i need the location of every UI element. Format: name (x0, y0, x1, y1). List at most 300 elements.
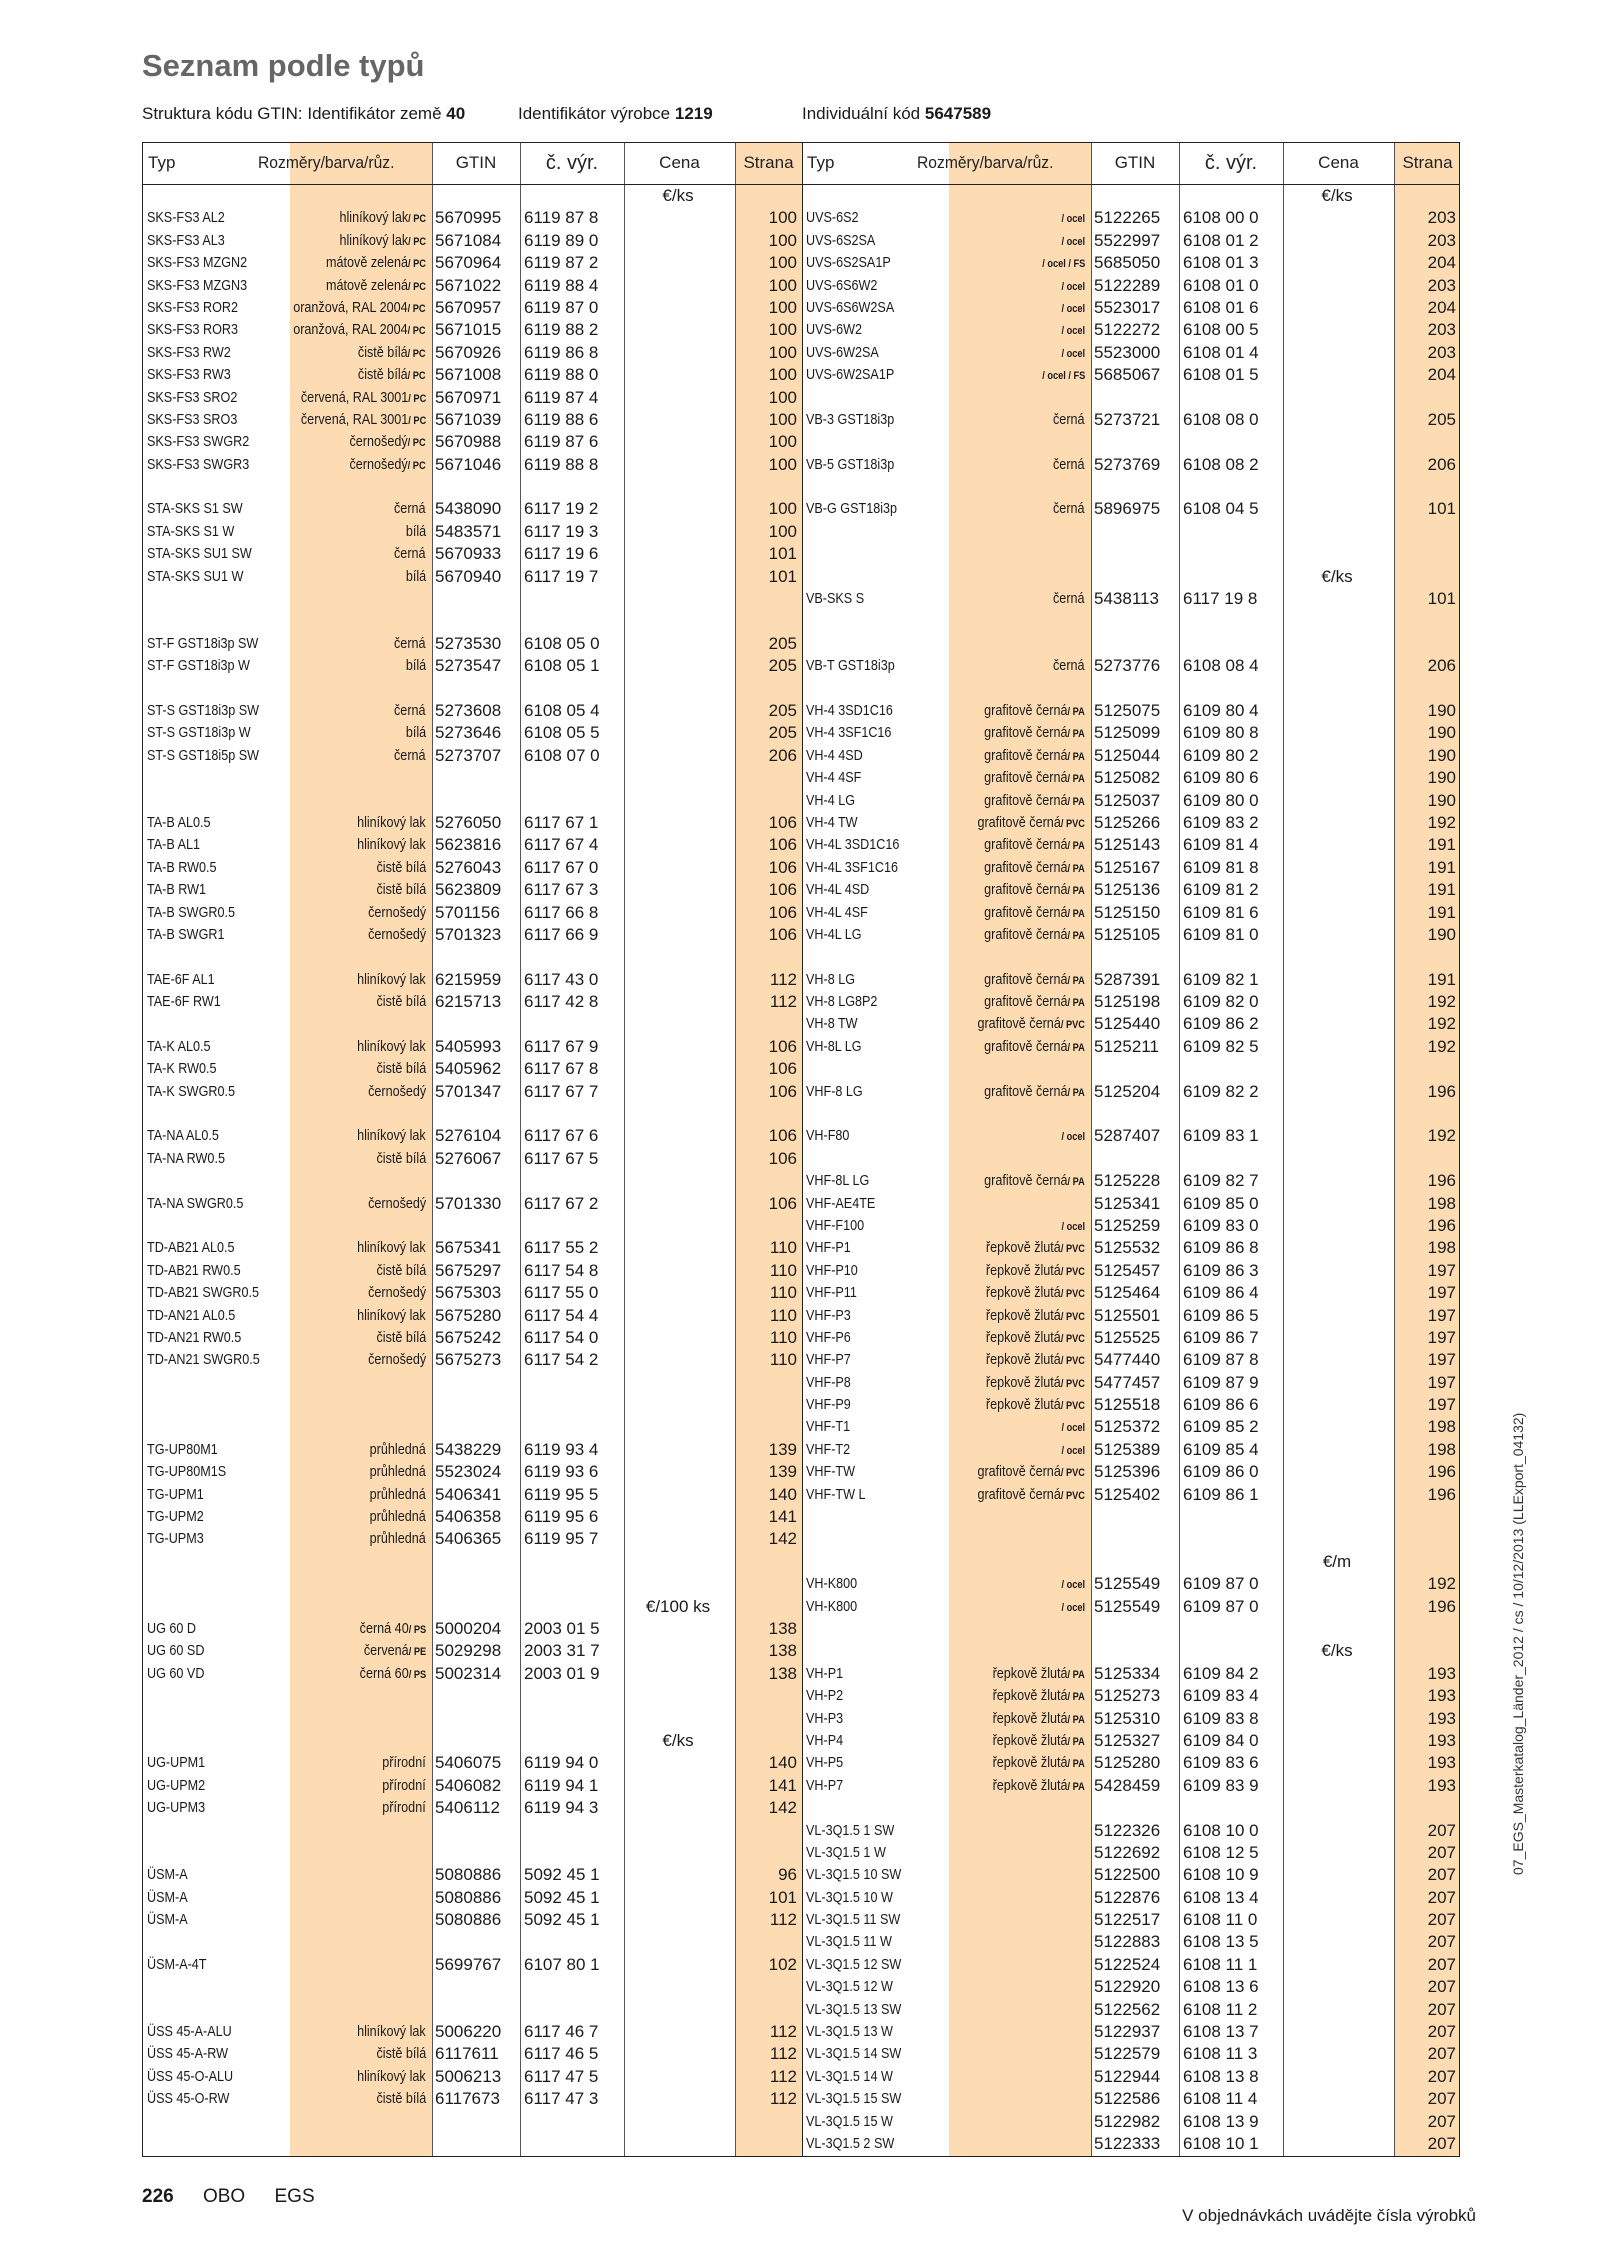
page-ref-cell: 206 (1427, 454, 1456, 474)
gtin-cell: 5122265 (1094, 208, 1161, 228)
type-cell: TG-UPM1 (147, 1485, 204, 1503)
table-row (802, 1148, 1460, 1170)
table-row (143, 1081, 802, 1103)
color-text: hliníkový lak (357, 970, 426, 988)
page-ref-cell: 207 (1427, 1842, 1456, 1862)
product-number-cell: 6117 67 4 (524, 835, 599, 855)
table-row (143, 1416, 802, 1438)
gtin-cell: 5287391 (1094, 969, 1161, 989)
material-text: / PVC (1060, 1355, 1085, 1368)
product-number-cell: 6108 05 4 (524, 700, 600, 720)
description-cell (376, 1327, 426, 1349)
gtin-maker-label: Identifikátor výrobce (518, 104, 671, 123)
type-cell: UG-UPM2 (147, 1776, 206, 1794)
color-text: grafitově černá (977, 1015, 1061, 1033)
material-text: / PC (408, 302, 426, 315)
product-number-cell: 6117 19 7 (524, 566, 599, 586)
page-ref-cell: 100 (768, 230, 797, 250)
type-cell: TAE-6F AL1 (147, 970, 215, 988)
page-ref-cell: 205 (768, 656, 797, 676)
color-text: červená, RAL 3001 (300, 388, 409, 406)
table-row (802, 521, 1460, 543)
type-cell: TA-NA SWGR0.5 (147, 1194, 244, 1212)
type-cell: TA-B SWGR1 (147, 925, 225, 943)
header-cvyr: č. výr. (545, 152, 599, 174)
gtin-cell: 5122579 (1094, 2044, 1161, 2064)
product-number-cell: 6108 11 4 (1183, 2089, 1258, 2109)
table-row (143, 1170, 802, 1192)
type-cell: SKS-FS3 RW2 (147, 343, 231, 361)
description-cell (984, 924, 1085, 946)
table-row (143, 319, 802, 341)
color-text: mátově zelená (326, 276, 409, 294)
table-row (802, 1484, 1460, 1506)
product-number-cell: 6109 83 1 (1183, 1126, 1259, 1146)
gtin-cell: 5685067 (1094, 365, 1161, 385)
table-row (802, 1954, 1460, 1976)
table-row (802, 207, 1460, 229)
gtin-cell: 5670988 (435, 432, 502, 452)
type-cell: ÜSM-A (147, 1888, 188, 1906)
table-row (143, 879, 802, 901)
table-row (802, 297, 1460, 319)
page-ref-cell: 106 (768, 812, 797, 832)
gtin-cell: 5125198 (1094, 992, 1161, 1012)
page-ref-cell: 193 (1427, 1753, 1456, 1773)
product-number-cell: 6108 13 7 (1183, 2022, 1259, 2042)
page-ref-cell: 197 (1427, 1260, 1456, 1280)
material-text: / ocel (1061, 1422, 1085, 1435)
page-ref-cell: 204 (1427, 253, 1456, 273)
header-desc: Rozměry/barva/růz. (258, 153, 395, 172)
material-text: / PC (408, 213, 426, 226)
product-number-cell: 6119 88 6 (524, 409, 599, 429)
table-row (802, 991, 1460, 1013)
product-number-cell: 6117 54 2 (524, 1350, 599, 1370)
table-row (802, 1193, 1460, 1215)
material-text: / PA (1067, 1758, 1085, 1771)
table-row (143, 342, 802, 364)
table-row (802, 275, 1460, 297)
table-row (802, 454, 1460, 476)
page-ref-cell: 100 (768, 342, 797, 362)
price-unit-cell: €/m (1322, 1551, 1352, 1571)
product-number-cell: 6109 82 5 (1183, 1036, 1259, 1056)
type-cell: VH-4L 3SD1C16 (806, 836, 900, 854)
table-row (802, 633, 1460, 655)
description-cell (357, 1125, 426, 1147)
color-text: černá (1053, 500, 1085, 518)
color-text: řepkově žlutá (992, 1754, 1068, 1772)
page-ref-cell: 100 (768, 499, 797, 519)
description-cell (364, 1640, 426, 1662)
gtin-cell: 5125204 (1094, 1081, 1161, 1101)
page-ref-cell: 197 (1427, 1283, 1456, 1303)
type-cell: TD-AB21 SWGR0.5 (147, 1284, 260, 1302)
table-row (802, 655, 1460, 677)
page-ref-cell: 106 (768, 902, 797, 922)
table-row (802, 230, 1460, 252)
table-row (802, 1036, 1460, 1058)
gtin-cell: 5125228 (1094, 1171, 1161, 1191)
material-text: / PC (408, 235, 426, 248)
description-cell (383, 1752, 426, 1774)
color-text: čistě bílá (376, 1149, 426, 1167)
table-row (143, 207, 802, 229)
page-ref-cell: 106 (768, 1126, 797, 1146)
type-cell: VHF-P3 (806, 1306, 851, 1324)
color-text: černá (394, 500, 426, 518)
type-cell: TA-K AL0.5 (147, 1037, 211, 1055)
type-cell: UG 60 VD (147, 1664, 205, 1682)
gtin-cell: 5273530 (435, 633, 502, 653)
color-text: bílá (405, 522, 426, 540)
color-text: hliníkový lak (357, 1127, 426, 1145)
color-text: černá (1053, 657, 1085, 675)
product-number-cell: 6119 88 8 (524, 454, 599, 474)
product-number-cell: 6109 80 2 (1183, 745, 1259, 765)
page-ref-cell: 106 (768, 835, 797, 855)
gtin-cell: 5273646 (435, 723, 502, 743)
description-cell (376, 879, 426, 901)
description-cell (394, 745, 426, 767)
color-text: grafitově černá (977, 813, 1061, 831)
description-cell (394, 700, 426, 722)
type-cell: VHF-P1 (806, 1239, 851, 1257)
page-ref-cell: 106 (768, 857, 797, 877)
material-text: / PA (1067, 1780, 1085, 1793)
type-cell: VB-3 GST18i3p (806, 410, 895, 428)
product-number-cell: 6109 83 2 (1183, 812, 1259, 832)
color-text: hliníkový lak (357, 1037, 426, 1055)
type-cell: TD-AB21 AL0.5 (147, 1239, 235, 1257)
page-ref-cell: 207 (1427, 2133, 1456, 2153)
page-ref-cell: 106 (768, 924, 797, 944)
description-cell (368, 1282, 426, 1304)
table-row (143, 364, 802, 386)
description-cell (301, 409, 426, 431)
gtin-cell: 5670940 (435, 566, 502, 586)
table-row (802, 1372, 1460, 1394)
table-row (143, 633, 802, 655)
description-cell (984, 969, 1085, 991)
price-unit-cell: €/ks (1321, 566, 1353, 586)
color-text: řepkově žlutá (992, 1731, 1068, 1749)
color-text: hliníkový lak (357, 1239, 426, 1257)
product-number-cell: 6119 88 0 (524, 365, 599, 385)
table-row (802, 1394, 1460, 1416)
product-number-cell: 6108 05 5 (524, 723, 600, 743)
type-cell: VH-4L 4SF (806, 903, 868, 921)
type-cell: VL-3Q1.5 12 SW (806, 1955, 902, 1973)
gtin-cell: 5477440 (1094, 1350, 1161, 1370)
page-ref-cell: 198 (1427, 1238, 1456, 1258)
gtin-cell: 5125143 (1094, 835, 1161, 855)
gtin-cell: 6215959 (435, 969, 502, 989)
type-cell: VH-P5 (806, 1754, 844, 1772)
table-row (802, 364, 1460, 386)
gtin-cell: 5670957 (435, 297, 502, 317)
table-row (143, 767, 802, 789)
table-row (143, 1708, 802, 1730)
product-number-cell: 6109 85 2 (1183, 1417, 1259, 1437)
page-ref-cell: 196 (1427, 1462, 1456, 1482)
type-cell: VL-3Q1.5 13 SW (806, 2000, 902, 2018)
description-cell (370, 1506, 426, 1528)
material-text: / PC (408, 370, 426, 383)
table-row (143, 924, 802, 946)
header-strana: Strana (743, 153, 794, 172)
type-cell: VL-3Q1.5 12 W (806, 1978, 893, 1996)
page-ref-cell: 110 (769, 1260, 797, 1280)
description-cell (984, 700, 1085, 722)
gtin-cell: 5701347 (435, 1081, 502, 1101)
table-row (802, 1439, 1460, 1461)
gtin-country-label: Identifikátor země (307, 104, 442, 123)
color-text: čistě bílá (376, 858, 426, 876)
page-ref-cell: 196 (1427, 1596, 1456, 1616)
page-ref-cell: 207 (1427, 2089, 1456, 2109)
page-ref-cell: 110 (769, 1283, 797, 1303)
table-row (143, 857, 802, 879)
table-row (802, 857, 1460, 879)
type-cell: UVS-6W2 (806, 321, 863, 339)
type-cell: VL-3Q1.5 11 W (806, 1933, 892, 1951)
product-number-cell: 5092 45 1 (524, 1910, 600, 1930)
gtin-cell: 5273547 (435, 656, 502, 676)
type-cell: VL-3Q1.5 10 SW (806, 1866, 902, 1884)
page-ref-cell: 207 (1427, 2111, 1456, 2131)
type-cell: VL-3Q1.5 15 SW (806, 2090, 902, 2108)
product-number-cell: 6109 80 0 (1183, 790, 1259, 810)
page-ref-cell: 206 (768, 745, 797, 765)
page-ref-cell: 203 (1427, 208, 1456, 228)
product-number-cell: 6117 54 8 (524, 1260, 599, 1280)
gtin-cell: 5276067 (435, 1148, 502, 1168)
gtin-cell: 5122326 (1094, 1820, 1161, 1840)
gtin-cell: 5522997 (1094, 230, 1161, 250)
table-right-half (802, 143, 1460, 2156)
type-cell: TA-NA AL0.5 (147, 1127, 219, 1145)
table-row (802, 1125, 1460, 1147)
color-text: grafitově černá (984, 1172, 1068, 1190)
type-cell: UG 60 D (147, 1620, 197, 1637)
gtin-cell: 5125518 (1094, 1395, 1161, 1415)
table-row (802, 1327, 1460, 1349)
page-ref-cell: 190 (1427, 768, 1456, 788)
product-number-cell: 6108 13 8 (1183, 2066, 1259, 2086)
type-cell: VHF-T1 (806, 1418, 851, 1436)
page-ref-cell: 207 (1427, 1887, 1456, 1907)
table-row (143, 521, 802, 543)
page-ref-cell: 192 (1427, 1126, 1456, 1146)
table-row (802, 2111, 1460, 2133)
gtin-cell: 5671046 (435, 454, 502, 474)
description-cell (984, 745, 1085, 767)
product-number-cell: 6109 86 7 (1183, 1327, 1259, 1347)
table-row (802, 588, 1460, 610)
gtin-cell: 5406365 (435, 1529, 502, 1549)
page-title: Seznam podle typů (142, 48, 425, 83)
table-row (143, 476, 802, 498)
page-ref-cell: 101 (1427, 499, 1456, 519)
table-row (802, 1931, 1460, 1953)
table-row (143, 2043, 802, 2065)
color-text: průhledná (369, 1440, 426, 1458)
gtin-cell: 5273608 (435, 700, 502, 720)
color-text: řepkově žlutá (985, 1351, 1061, 1369)
material-text: / PS (408, 1624, 426, 1636)
material-text: / ocel / FS (1041, 258, 1085, 271)
color-text: čistě bílá (376, 1261, 426, 1279)
product-number-cell: 6119 94 3 (524, 1798, 599, 1818)
page-ref-cell: 205 (768, 723, 797, 743)
color-text: bílá (405, 724, 426, 742)
description-cell (357, 834, 426, 856)
color-text: černá (394, 634, 426, 652)
table-row (143, 409, 802, 431)
color-text: bílá (405, 657, 426, 675)
product-number-cell: 6119 87 4 (524, 387, 599, 407)
type-cell: VH-P2 (806, 1687, 844, 1705)
color-text: černá (394, 701, 426, 719)
type-cell: VHF-TW L (806, 1485, 866, 1503)
gtin-cell: 5125136 (1094, 880, 1161, 900)
page-ref-cell: 198 (1427, 1193, 1456, 1213)
product-number-cell: 6109 86 4 (1183, 1283, 1259, 1303)
page-ref-cell: 190 (1427, 723, 1456, 743)
product-number-cell: 6109 80 4 (1183, 700, 1259, 720)
table-row (143, 1909, 802, 1931)
page-ref-cell: 139 (768, 1462, 797, 1482)
product-number-cell: 6119 87 2 (524, 253, 599, 273)
color-text: hliníkový lak (357, 1306, 426, 1324)
page-ref-cell: 100 (768, 297, 797, 317)
color-text: černošedý (367, 1194, 426, 1212)
table-row (802, 342, 1460, 364)
page-ref-cell: 191 (1427, 880, 1456, 900)
page-ref-cell: 193 (1427, 1730, 1456, 1750)
type-cell: VB-T GST18i3p (806, 657, 895, 675)
description-cell (986, 1282, 1085, 1304)
type-cell: UG-UPM1 (147, 1754, 206, 1772)
product-number-cell: 6109 82 0 (1183, 992, 1259, 1012)
type-cell: VL-3Q1.5 15 W (806, 2112, 893, 2130)
type-cell: TA-NA RW0.5 (147, 1149, 225, 1167)
gtin-cell: 5122920 (1094, 1977, 1161, 1997)
product-number-cell: 6109 83 9 (1183, 1775, 1259, 1795)
gtin-cell: 5125549 (1094, 1596, 1161, 1616)
type-cell: ÜSM-A (147, 1866, 188, 1884)
product-number-cell: 6117 46 5 (524, 2044, 599, 2064)
material-text: / PA (1067, 885, 1085, 898)
type-cell: VH-4L 4SD (806, 881, 870, 899)
color-text: řepkově žlutá (985, 1306, 1061, 1324)
type-cell: SKS-FS3 MZGN3 (147, 276, 248, 294)
description-cell (368, 902, 426, 924)
material-text: / PVC (1060, 1310, 1085, 1323)
type-cell: ÜSS 45-O-ALU (147, 2067, 234, 2085)
table-row (802, 969, 1460, 991)
description-cell (368, 1081, 426, 1103)
table-row (143, 543, 802, 565)
color-text: grafitově černá (984, 836, 1068, 854)
page-ref-cell: 100 (768, 454, 797, 474)
table-left-half (143, 143, 803, 2156)
gtin-cell: 5670971 (435, 387, 502, 407)
type-cell: VL-3Q1.5 1 W (806, 1843, 886, 1861)
table-row (802, 1461, 1460, 1483)
product-number-cell: 6108 10 9 (1183, 1865, 1259, 1885)
gtin-cell: 5273721 (1094, 409, 1161, 429)
type-cell: SKS-FS3 MZGN2 (147, 254, 248, 272)
gtin-cell: 5122289 (1094, 275, 1161, 295)
gtin-cell: 5122944 (1094, 2066, 1161, 2086)
description-cell (357, 2066, 426, 2088)
gtin-item-code: 5647589 (924, 104, 992, 123)
material-text: / PVC (1060, 1332, 1085, 1345)
gtin-cell: 5623816 (435, 835, 502, 855)
material-text: / PC (408, 414, 426, 427)
color-text: průhledná (369, 1463, 426, 1481)
color-text: čistě bílá (376, 1328, 426, 1346)
product-number-cell: 6109 86 2 (1183, 1014, 1259, 1034)
product-number-cell: 6117 19 2 (524, 499, 599, 519)
gtin-cell: 5125075 (1094, 700, 1161, 720)
type-cell: VH-8 LG (806, 970, 856, 988)
page-ref-cell: 142 (768, 1529, 797, 1549)
gtin-cell: 5125389 (1094, 1439, 1161, 1459)
table-row (143, 655, 802, 677)
gtin-cell: 5125310 (1094, 1708, 1161, 1728)
color-text: grafitově černá (984, 1082, 1068, 1100)
type-cell: VH-4 4SF (806, 769, 862, 787)
material-text: / PC (408, 258, 426, 271)
table-row (802, 1237, 1460, 1259)
table-row (143, 1640, 802, 1662)
product-number-cell: 6109 82 1 (1183, 969, 1259, 989)
table-row (143, 230, 802, 252)
table-row (143, 1596, 802, 1618)
type-cell: VH-4L 3SF1C16 (806, 858, 898, 876)
header-cena: Cena (659, 153, 700, 172)
gtin-cell: 5125327 (1094, 1730, 1161, 1750)
table-row (143, 745, 802, 767)
gtin-cell: 5125099 (1094, 723, 1161, 743)
table-row (802, 1013, 1460, 1035)
table-row (143, 1775, 802, 1797)
gtin-cell: 5122586 (1094, 2089, 1161, 2109)
page-ref-cell: 190 (1427, 700, 1456, 720)
gtin-cell: 5122876 (1094, 1887, 1161, 1907)
page-ref-cell: 106 (768, 1193, 797, 1213)
product-number-cell: 6109 87 0 (1183, 1596, 1259, 1616)
description-cell (1042, 252, 1085, 274)
material-text: / PC (408, 325, 426, 338)
gtin-cell: 5125167 (1094, 857, 1161, 877)
type-cell: VH-4 4SD (806, 746, 863, 764)
table-row (802, 1820, 1460, 1842)
type-cell: VH-P3 (806, 1709, 844, 1727)
gtin-cell: 5122524 (1094, 1954, 1161, 1974)
color-text: grafitově černá (984, 925, 1068, 943)
type-cell: TD-AN21 SWGR0.5 (147, 1351, 260, 1369)
gtin-cell: 5701323 (435, 924, 502, 944)
material-text: / PA (1067, 974, 1085, 987)
type-cell: VH-8L LG (806, 1037, 862, 1055)
material-text: / PVC (1060, 1377, 1085, 1390)
product-number-cell: 6109 86 0 (1183, 1462, 1259, 1482)
